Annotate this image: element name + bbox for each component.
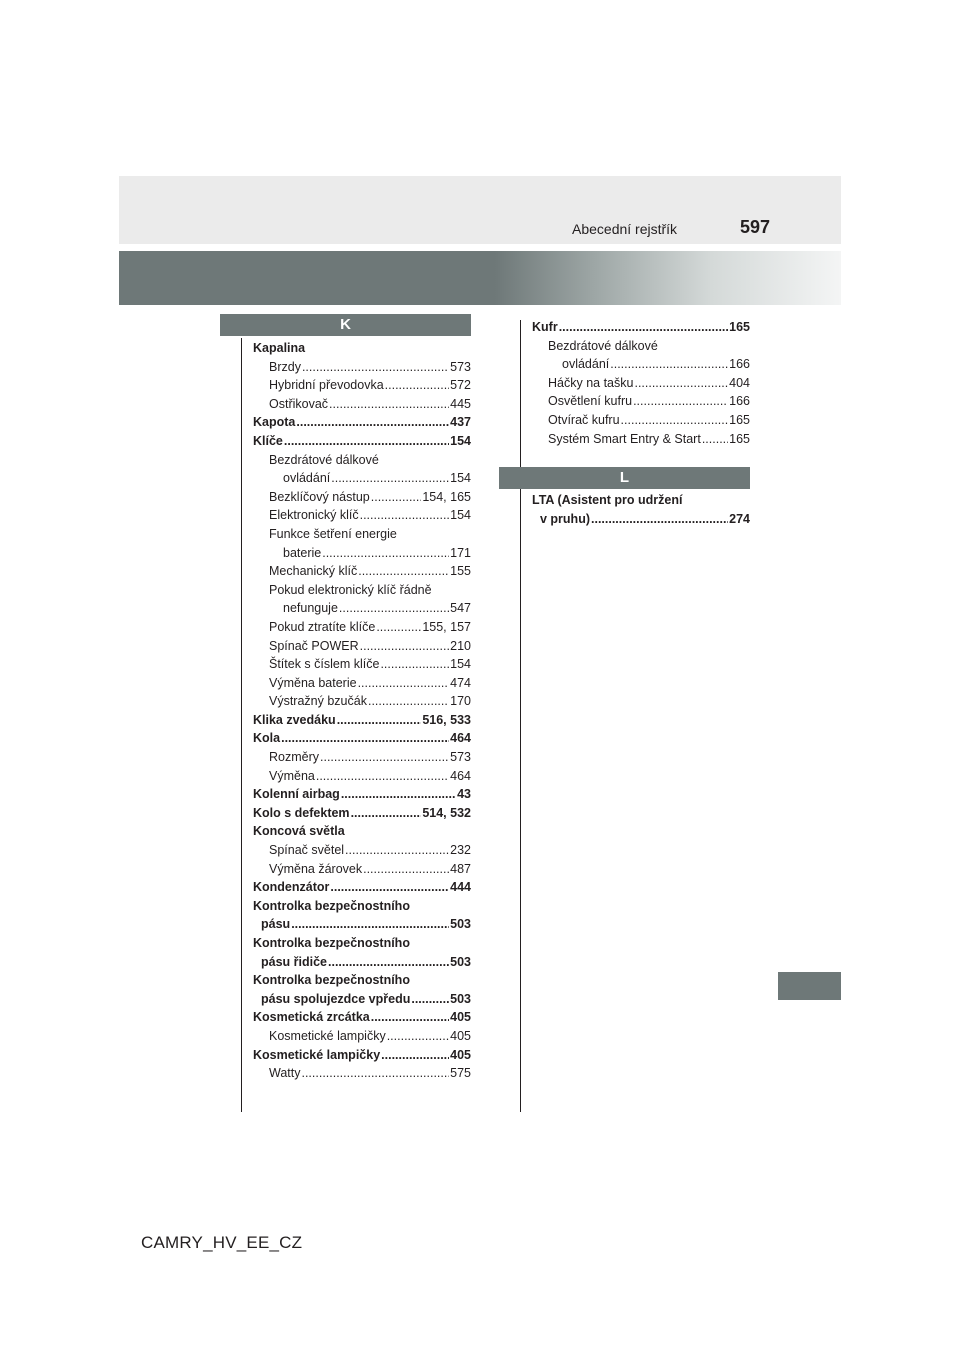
index-entry-term: Rozměry [269,750,320,765]
index-entry [253,748,471,767]
index-entry-page: 503 [450,954,471,969]
index-entry [253,525,471,544]
dot-leader [345,841,449,860]
index-entry-term: Kosmetické lampičky [253,1047,381,1062]
index-entry-term: Osvětlení kufru [548,394,633,409]
index-entry [253,674,471,693]
index-entry [253,432,471,451]
index-entry-term: Klíče [253,433,283,448]
index-entry-page: 445 [450,396,471,411]
index-entry-term: Výměna [269,768,315,783]
index-entry-page: 170 [450,694,471,709]
dot-leader [331,469,449,488]
index-entry [253,841,471,860]
index-entry [253,655,471,674]
index-entry-term: Kontrolka bezpečnostního [253,973,410,988]
index-entry [253,878,471,897]
dot-leader [281,729,449,748]
index-entry-term: baterie [283,545,322,560]
dot-leader [610,355,728,374]
dot-leader [591,510,728,529]
index-entry [532,337,750,356]
dot-leader [368,692,449,711]
dot-leader [351,804,422,823]
dot-leader [387,1027,449,1046]
index-entry [253,451,471,470]
index-entry-term: Brzdy [269,359,301,374]
index-entry-term: pásu řidiče [261,954,327,969]
index-entry-term: Bezdrátové dálkové [548,338,658,353]
dot-leader [702,430,728,449]
dot-leader [381,1046,449,1065]
index-entry [253,729,471,748]
index-entry-term: Spínač světel [269,843,345,858]
index-entry-term: Kola [253,731,281,746]
dot-leader [341,785,456,804]
index-entry-term: pásu spolujezdce vpředu [261,991,411,1006]
dot-leader [339,599,449,618]
index-entry [532,392,750,411]
index-entry [253,897,471,916]
index-entry [532,374,750,393]
dot-leader [371,1008,449,1027]
index-entry-term: Kolo s defektem [253,805,350,820]
index-entry [253,934,471,953]
index-entry-term: Kondenzátor [253,880,330,895]
index-entry-term: Systém Smart Entry & Start [548,431,701,446]
index-entry-term: Klika zvedáku [253,712,336,727]
index-entry-page: 503 [450,917,471,932]
dot-leader [302,358,449,377]
index-entry-term: Otvírač kufru [548,412,620,427]
index-entry-page: 232 [450,843,471,858]
index-entry-page: 503 [450,991,471,1006]
index-entry [253,971,471,990]
index-entry-page: 154 [450,657,471,672]
right-column-rule [520,320,521,1112]
index-entry-page: 166 [729,357,750,372]
index-entry [253,711,471,730]
index-entry-term: Watty [269,1066,301,1081]
index-entry-page: 575 [450,1066,471,1081]
index-entry [532,491,750,510]
header-gradient-bar [119,251,841,305]
dot-leader [621,411,729,430]
index-entry [253,785,471,804]
index-entry [253,953,471,972]
dot-leader [360,637,450,656]
index-entry-page: 516, 533 [422,712,471,727]
index-entry-term: Kontrolka bezpečnostního [253,936,410,950]
index-entry-term: pásu [261,917,291,932]
index-entry-page: 404 [729,375,750,390]
index-entry-page: 171 [450,545,471,560]
dot-leader [385,376,449,395]
index-entry-term: Kapota [253,415,296,430]
index-entry-page: 572 [450,378,471,393]
index-entry-page: 154 [450,508,471,523]
dot-leader [337,711,422,730]
index-entry-page: 154 [450,433,471,448]
index-entry-page: 165 [729,320,750,334]
section-header-k: K [220,314,471,336]
index-entry-term: Háčky na tašku [548,375,634,390]
index-entry [253,488,471,507]
index-entry-page: 154, 165 [422,489,471,504]
document-code: CAMRY_HV_EE_CZ [141,1233,303,1252]
index-entry-page: 165 [729,412,750,427]
index-entry [253,413,471,432]
index-entry [532,510,750,529]
index-entry [253,618,471,637]
dot-leader [376,618,421,637]
index-entry [253,395,471,414]
dot-leader [360,506,450,525]
dot-leader [328,953,449,972]
index-entry-page: 514, 532 [422,805,471,820]
dot-leader [633,392,728,411]
index-entry-term: Kolenní airbag [253,787,340,802]
index-entry-page: 573 [450,750,471,765]
dot-leader [301,1064,449,1083]
index-entry-page: 405 [450,1010,471,1025]
index-entry [253,376,471,395]
index-entry-term: Kapalina [253,341,306,355]
index-entry-term: ovládání [562,357,610,372]
index-entry-term: Pokud ztratíte klíče [269,619,376,634]
index-entry [253,804,471,823]
section-thumb-tab [778,972,841,1000]
index-entry-page: 405 [450,1047,471,1062]
index-column-left [253,339,471,1083]
index-entry-page: 444 [450,880,471,895]
index-entry [253,469,471,488]
index-entry-term: Hybridní převodovka [269,378,384,393]
index-entry-term: Spínač POWER [269,638,359,653]
index-entry [253,1027,471,1046]
dot-leader [330,878,449,897]
index-entry [532,411,750,430]
index-entry-page: 487 [450,861,471,876]
index-entry [253,562,471,581]
index-entry-term: Ostřikovač [269,396,329,411]
dot-leader [411,990,449,1009]
index-entry [253,581,471,600]
index-entry [253,860,471,879]
index-entry-term: Pokud elektronický klíč řádně [269,582,432,597]
index-entry [253,1064,471,1083]
index-entry-term: Výměna žárovek [269,861,363,876]
index-entry-page: 274 [729,511,750,526]
index-entry [253,915,471,934]
index-entry-term: LTA (Asistent pro udržení [532,493,683,507]
index-entry-term: Mechanický klíč [269,564,358,579]
dot-leader [316,767,449,786]
index-entry-term: nefunguje [283,601,338,616]
dot-leader [322,544,449,563]
dot-leader [296,413,449,432]
index-entry-term: Funkce šetření energie [269,526,397,541]
index-entry-term: v pruhu) [540,511,590,526]
index-entry-page: 464 [450,768,471,783]
index-entry-page: 166 [729,394,750,409]
index-entry [532,430,750,449]
index-entry-term: Koncová světla [253,824,345,839]
index-entry-term: Výstražný bzučák [269,694,367,709]
index-column-right-l [532,491,750,528]
index-entry [253,544,471,563]
index-entry [532,355,750,374]
dot-leader [284,432,449,451]
index-entry [253,358,471,377]
index-entry-term: Kontrolka bezpečnostního [253,898,410,913]
index-entry-term: ovládání [283,471,331,486]
page-number: 597 [740,217,771,237]
index-entry-term: Bezklíčový nástup [269,489,370,504]
dot-leader [371,488,422,507]
index-entry-page: 165 [729,431,750,446]
index-entry [253,637,471,656]
index-entry-term: Štítek s číslem klíče [269,657,380,672]
index-entry [253,692,471,711]
index-entry [253,599,471,618]
header-band [119,176,841,244]
index-entry-term: Kufr [532,320,558,334]
dot-leader [329,395,449,414]
index-entry-page: 573 [450,359,471,374]
index-entry [532,318,750,337]
index-entry-page: 547 [450,601,471,616]
index-entry-page: 210 [450,638,471,653]
dot-leader [363,860,449,879]
dot-leader [358,562,449,581]
dot-leader [358,674,450,693]
dot-leader [634,374,728,393]
section-header-l: L [499,467,750,489]
index-entry-page: 437 [450,415,471,430]
index-entry-page: 155 [450,564,471,579]
index-entry [253,767,471,786]
dot-leader [320,748,449,767]
index-column-right-k [532,318,750,448]
dot-leader [291,915,449,934]
page-title: Abecední rejstřík [572,221,678,237]
index-entry [253,1008,471,1027]
index-entry-term: Výměna baterie [269,675,357,690]
index-entry [253,822,471,841]
index-entry [253,506,471,525]
index-entry-page: 155, 157 [422,619,471,634]
index-entry-term: Kosmetické lampičky [269,1028,386,1043]
dot-leader [380,655,449,674]
index-entry [253,1046,471,1065]
index-entry [253,339,471,358]
index-entry-term: Elektronický klíč [269,508,359,523]
index-entry-page: 405 [450,1028,471,1043]
index-entry-page: 474 [450,675,471,690]
index-entry-term: Bezdrátové dálkové [269,452,379,467]
index-entry-page: 464 [450,731,471,746]
index-entry [253,990,471,1009]
dot-leader [559,318,728,337]
index-entry-page: 154 [450,471,471,486]
index-entry-page: 43 [457,787,471,802]
index-entry-term: Kosmetická zrcátka [253,1010,370,1025]
left-column-rule [241,338,242,1112]
